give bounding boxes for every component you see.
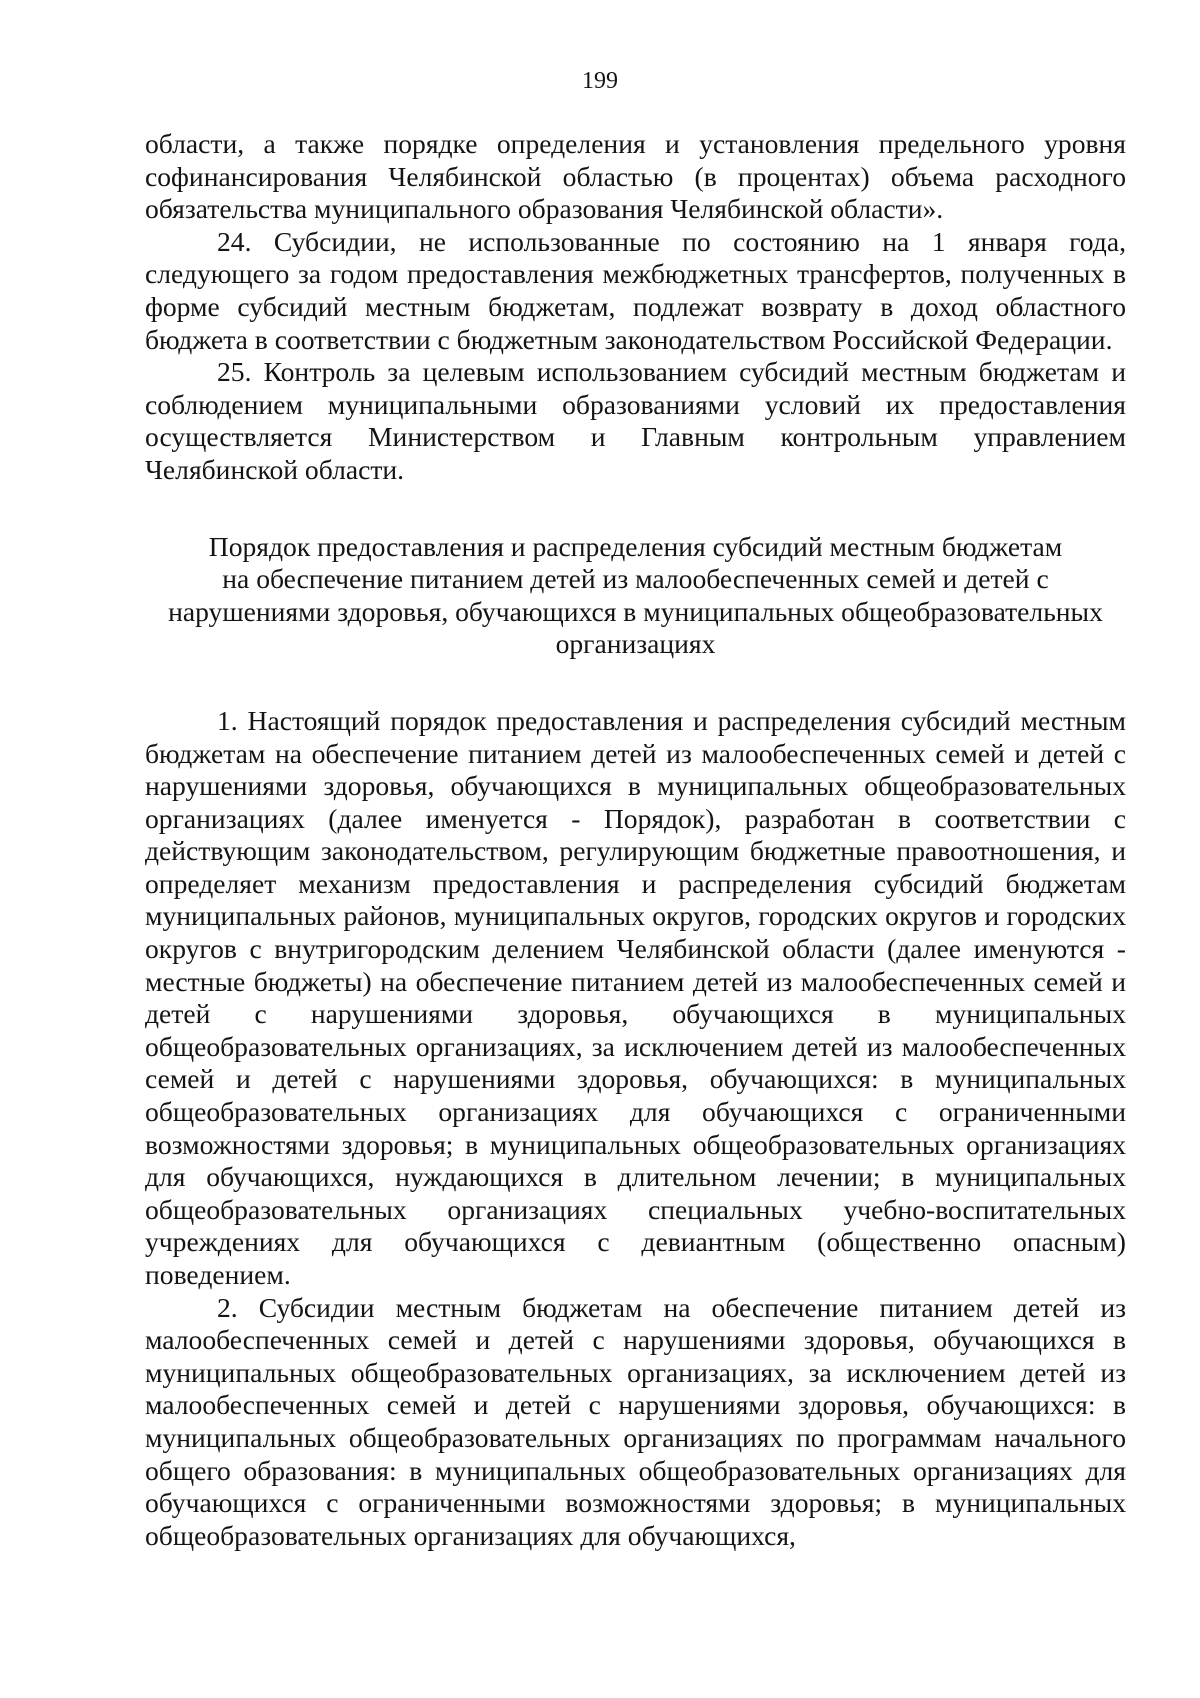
paragraph-25: 25. Контроль за целевым использованием субсидий местным бюджетам и соблюдением муниципальными образованиями условий их предоставления осуществляется Министерством и Главным контрольным управлением Челябинской области.	[145, 356, 1126, 485]
document-body	[145, 128, 1126, 1552]
section-heading-line: Порядок предоставления и распределения субсидий местным бюджетам	[208, 530, 1063, 562]
section-heading-line: на обеспечение питанием детей из малообеспеченных семей и детей с	[222, 563, 1049, 595]
section-heading	[145, 531, 1126, 661]
section-heading-line: нарушениями здоровья, обучающихся в муниципальных общеобразовательных	[168, 595, 1103, 627]
section-heading-line: организациях	[555, 628, 716, 660]
paragraph-24: 24. Субсидии, не использованные по состоянию на 1 января года, следующего за годом предоставления межбюджетных трансфертов, полученных в форме субсидий местным бюджетам, подлежат возврату в доход областного бюджета в соответствии с бюджетным законодательством Российской Федерации.	[145, 225, 1126, 355]
paragraph-2: 2. Субсидии местным бюджетам на обеспечение питанием детей из малообеспеченных семей и детей с нарушениями здоровья, обучающихся в муниципальных общеобразовательных организациях, за исключением детей из малообеспеченных семей и детей с нарушениями здоровья, обучающихся: в муниципальных общеобразовательных организациях по программам начального общего образования: в муниципальных общеобразовательных организациях для обучающихся с ограниченными возможностями здоровья; в муниципальных общеобразовательных организациях для обучающихся,	[145, 1291, 1126, 1551]
paragraph-continuation: области, а также порядке определения и установления предельного уровня софинансирования Челябинской областью (в процентах) объема расходного обязательства муниципального образования Челябинской области».	[145, 128, 1126, 225]
paragraph-1: 1. Настоящий порядок предоставления и распределения субсидий местным бюджетам на обеспечение питанием детей из малообеспеченных семей и детей с нарушениями здоровья, обучающихся в муниципальных общеобразовательных организациях (далее именуется - Порядок), разработан в соответствии с действующим законодательством, регулирующим бюджетные правоотношения, и определяет механизм предоставления и распределения субсидий бюджетам муниципальных районов, муниципальных округов, городских округов и городских округов с внутригородским делением Челябинской области (далее именуются - местные бюджеты) на обеспечение питанием детей из малообеспеченных семей и детей с нарушениями здоровья, обучающихся в муниципальных общеобразовательных организациях, за исключением детей из малообеспеченных семей и детей с нарушениями здоровья, обучающихся: в муниципальных общеобразовательных организациях для обучающихся с ограниченными возможностями здоровья; в муниципальных общеобразовательных организациях для обучающихся, нуждающихся в длительном лечении; в муниципальных общеобразовательных организациях специальных учебно-воспитательных учреждениях для обучающихся с девиантным (общественно опасным) поведением.	[145, 704, 1126, 1290]
page-number: 199	[582, 68, 618, 94]
